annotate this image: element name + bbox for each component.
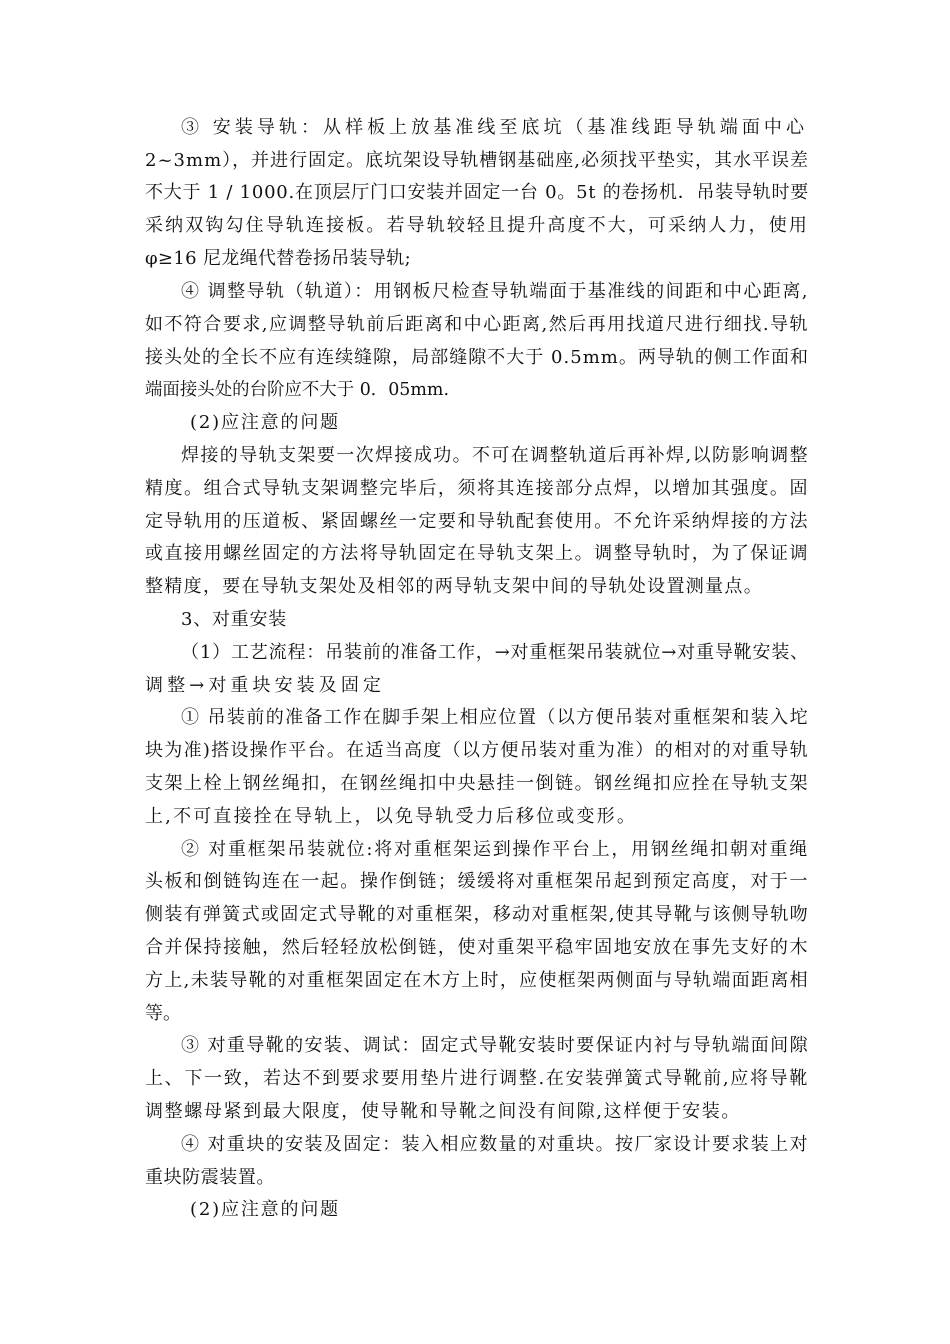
section-heading: (2)应注意的问题 (190, 1199, 340, 1220)
text-line: 不大于 1 / 1000.在顶层厅门口安装并固定一台 0。5t 的卷扬机．吊装导轨时要 (145, 182, 809, 203)
text-line: ② 对重框架吊装就位:将对重框架运到操作平台上，用钢丝绳扣朝对重绳 (181, 839, 809, 860)
text-line: 上、下一致，若达不到要求要用垫片进行调整.在安装弹簧式导靴前,应将导靴 (145, 1068, 809, 1089)
text-line: 精度。组合式导轨支架调整完毕后，须将其连接部分点焊，以增加其强度。固 (145, 478, 809, 499)
section-heading: (2)应注意的问题 (190, 412, 340, 433)
text-line: 2~3mm），并进行固定。底坑架设导轨槽钢基础座,必须找平垫实，其水平误差 (145, 150, 809, 171)
text-line: 焊接的导轨支架要一次焊接成功。不可在调整轨道后再补焊,以防影响调整 (181, 445, 809, 466)
text-line: 上,不可直接拴在导轨上，以免导轨受力后移位或变形。 (145, 806, 637, 827)
text-line: 接头处的全长不应有连续缝隙，局部缝隙不大于 0.5mm。两导轨的侧工作面和 (145, 347, 809, 368)
text-line: 方上,未装导靴的对重框架固定在木方上时，应使框架两侧面与导轨端面距离相 (145, 970, 809, 991)
text-line: 支架上栓上钢丝绳扣，在钢丝绳扣中央悬挂一倒链。钢丝绳扣应拴在导轨支架 (145, 773, 809, 794)
text-line: 调整→对重块安装及固定 (145, 675, 385, 696)
text-line: 侧装有弹簧式或固定式导靴的对重框架，移动对重框架,使其导靴与该侧导轨吻 (145, 904, 809, 925)
text-line: ③ 对重导靴的安装、调试：固定式导靴安装时要保证内衬与导轨端面间隙 (181, 1035, 809, 1056)
text-line: 调整螺母紧到最大限度，使导靴和导靴之间没有间隙,这样便于安装。 (145, 1101, 742, 1122)
text-line: ④ 对重块的安装及固定：装入相应数量的对重块。按厂家设计要求装上对 (181, 1134, 809, 1155)
text-line: 头板和倒链钩连在一起。操作倒链；缓缓将对重框架吊起到预定高度，对于一 (145, 871, 809, 892)
text-line: 如不符合要求,应调整导轨前后距离和中心距离,然后再用找道尺进行细找.导轨 (145, 314, 809, 335)
text-line: 重块防震装置。 (145, 1167, 275, 1188)
text-line: φ≥16 尼龙绳代替卷扬吊装导轨; (145, 248, 412, 269)
text-line: 等。 (145, 1003, 181, 1024)
text-line: 定导轨用的压道板、紧固螺丝一定要和导轨配套使用。不允许采纳焊接的方法 (145, 511, 809, 532)
text-line: 整精度，要在导轨支架处及相邻的两导轨支架中间的导轨处设置测量点。 (145, 576, 764, 597)
text-line: ① 吊装前的准备工作在脚手架上相应位置（以方便吊装对重框架和装入坨 (181, 707, 809, 728)
text-line: 块为准)搭设操作平台。在适当高度（以方便吊装对重为准）的相对的对重导轨 (145, 740, 809, 761)
text-line: 合并保持接触，然后轻轻放松倒链，使对重架平稳牢固地安放在事先支好的木 (145, 937, 809, 958)
text-line: ④ 调整导轨（轨道）：用钢板尺检查导轨端面于基准线的间距和中心距离, (181, 281, 809, 302)
text-line: ③ 安装导轨：从样板上放基准线至底坑（基准线距导轨端面中心 (181, 117, 808, 138)
text-line: 采纳双钩勾住导轨连接板。若导轨较轻且提升高度不大，可采纳人力，使用 (145, 215, 809, 236)
section-heading: 3、对重安装 (181, 609, 287, 630)
text-line: （1）工艺流程：吊装前的准备工作，→对重框架吊装就位→对重导靴安装、 (181, 642, 810, 663)
text-line: 端面接头处的台阶应不大于 0．05mm. (145, 380, 449, 400)
text-line: 或直接用螺丝固定的方法将导轨固定在导轨支架上。调整导轨时，为了保证调 (145, 543, 809, 564)
